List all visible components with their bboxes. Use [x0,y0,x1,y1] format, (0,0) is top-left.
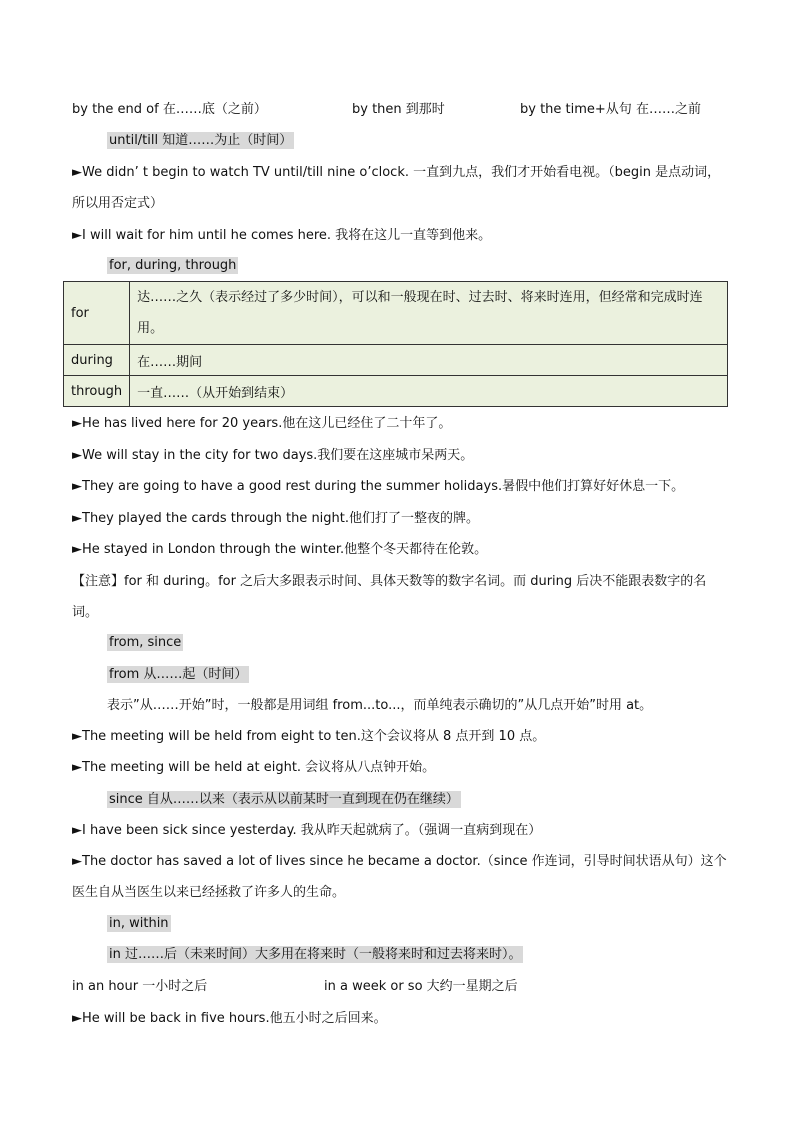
example-sentence: ►He stayed in London through the winter.他整个冬天都待在伦敦。 [72,542,488,557]
table-row [64,376,728,407]
in-a-week: in a week or so 大约一星期之后 [324,979,518,994]
table-value: 达……之久（表示经过了多少时间），可以和一般现在时、过去时、将来时连用，但经常和完成时连用。 [130,282,728,345]
since-example-1: ►I have been sick since yesterday. 我从昨天起就病了。（强调一直病到现在） [72,823,542,838]
table-key: during [64,345,130,376]
table-key: for [64,282,130,345]
until-example-1: ►We didn’ t begin to watch TV until/till nine o’clock. 一直到九点，我们才开始看电视。（begin 是点动词，所以用否定式） [72,165,721,211]
table-key: through [64,376,130,407]
from-since-heading: from, since [109,635,182,650]
note-paragraph: 【注意】for 和 during。for 之后大多跟表示时间、具体天数等的数字名词。而 during 后决不能跟表数字的名词。 [72,574,707,620]
by-the-end-of: by the end of 在……底（之前） [72,102,267,117]
for-during-through-heading: for, during, through [109,258,237,273]
by-then: by then 到那时 [352,102,445,117]
example-sentence: ►We will stay in the city for two days.我们要在这座城市呆两天。 [72,448,474,463]
table-value: 一直……（从开始到结束） [130,376,728,407]
from-heading: from 从……起（时间） [109,667,248,682]
example-sentence: ►They played the cards through the night.他们打了一整夜的牌。 [72,511,480,526]
since-heading: since 自从……以来（表示从以前某时一直到现在仍在继续） [109,792,459,807]
from-description: 表示”从……开始”时，一般都是用词组 from...to...，而单纯表示确切的”从几点开始”时用 at。 [107,698,653,713]
from-example-2: ►The meeting will be held at eight. 会议将从八点钟开始。 [72,760,436,775]
in-heading: in 过……后（未来时间）大多用在将来时（一般将来时和过去将来时）。 [109,947,522,962]
table-row [64,345,728,376]
table-row [64,282,728,345]
since-example-2: ►The doctor has saved a lot of lives since he became a doctor.（since 作连词，引导时间状语从句）这个医生自从当医生以来已经拯救了许多人的生命。 [72,854,727,900]
table-value: 在……期间 [130,345,728,376]
in-an-hour: in an hour 一小时之后 [72,979,208,994]
usage-table [63,281,728,407]
in-example-1: ►He will be back in five hours.他五小时之后回来。 [72,1011,387,1026]
from-example-1: ►The meeting will be held from eight to ten.这个会议将从 8 点开到 10 点。 [72,729,546,744]
until-heading: until/till 知道……为止（时间） [109,133,293,148]
example-sentence: ►He has lived here for 20 years.他在这儿已经住了二十年了。 [72,416,452,431]
until-example-2: ►I will wait for him until he comes here. 我将在这儿一直等到他来。 [72,228,492,243]
by-the-time: by the time+从句 在……之前 [520,102,701,117]
example-sentence: ►They are going to have a good rest during the summer holidays.暑假中他们打算好好休息一下。 [72,479,685,494]
in-within-heading: in, within [109,916,169,931]
